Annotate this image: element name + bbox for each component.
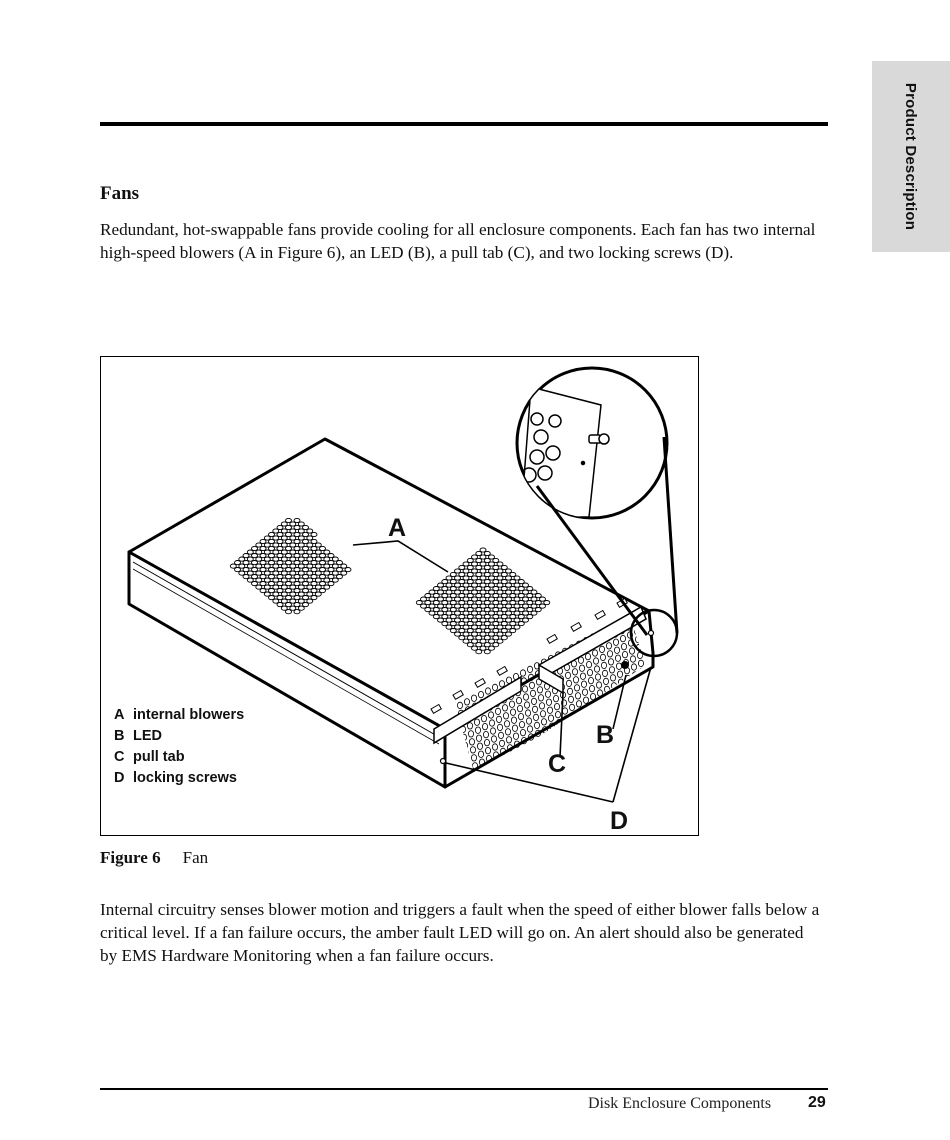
callout-a: A xyxy=(388,514,407,542)
legend-item: D locking screws xyxy=(114,770,237,786)
intro-paragraph: Redundant, hot-swappable fans provide cooling for all enclosure components. Each fan has two internal high-speed blowers (A in Figure 6), an LED (B), a pull tab (C), and two locking screws (D). xyxy=(100,220,816,262)
legend-item: C pull tab xyxy=(114,749,185,765)
caption-text: Fan xyxy=(182,848,209,867)
figure-caption xyxy=(100,848,208,868)
side-tab xyxy=(872,61,950,252)
legend-item: B LED xyxy=(114,728,162,744)
figure-legend xyxy=(114,705,244,789)
grille-hole xyxy=(633,680,638,686)
fan-figure xyxy=(100,356,699,836)
locking-screw xyxy=(649,631,654,636)
callout-b: B xyxy=(596,721,615,749)
side-tab-label: Product Description xyxy=(902,82,920,231)
legend-item: A internal blowers xyxy=(114,707,245,723)
grille-hole xyxy=(640,676,645,682)
footer-title: Disk Enclosure Components xyxy=(588,1095,772,1112)
top-rule xyxy=(100,122,828,126)
callout-d: D xyxy=(610,807,629,835)
section-heading: Fans xyxy=(100,183,140,204)
footer-rule xyxy=(100,1088,828,1090)
locking-screw xyxy=(441,759,446,764)
callout-c: C xyxy=(548,750,567,778)
body-paragraph: Internal circuitry senses blower motion and triggers a fault when the speed of either blower falls below a critical level. If a fan failure occurs, the amber fault LED will go on. An alert should also be generated by EMS Hardware Monitoring when a fan failure occurs. xyxy=(100,900,820,965)
grille-hole xyxy=(626,683,631,689)
led-indicator xyxy=(621,661,629,669)
caption-number: Figure 6 xyxy=(100,848,161,867)
page-number: 29 xyxy=(808,1094,826,1111)
